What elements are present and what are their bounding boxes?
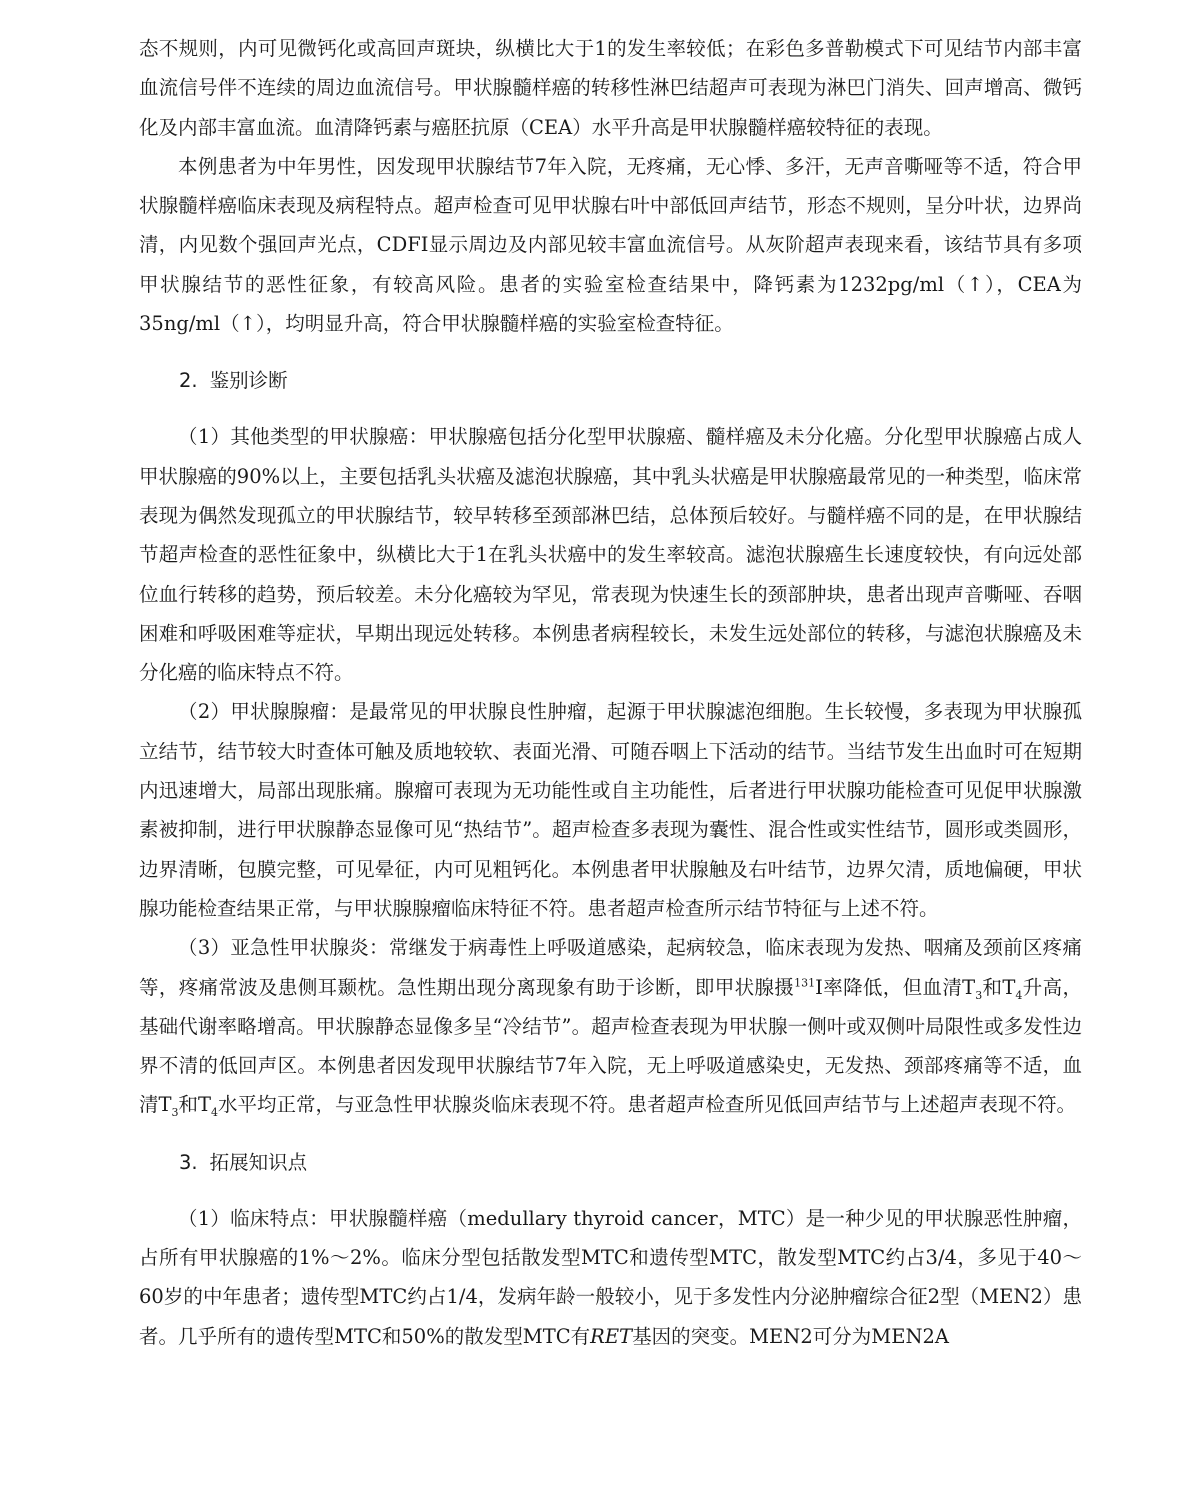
gene-name: RET <box>590 1324 633 1348</box>
text-run: 基因的突变。MEN2可分为MEN2A <box>632 1324 950 1348</box>
text-run: 水平均正常，与亚急性甲状腺炎临床表现不符。患者超声检查所见低回声结节与上述超声表现不符。 <box>218 1093 1077 1117</box>
subscript-4: 4 <box>1015 988 1023 1002</box>
paragraph-case-summary: 本例患者为中年男性，因发现甲状腺结节7年入院，无疼痛，无心悸、多汗，无声音嘶哑等不适，符合甲状腺髓样癌临床表现及病程特点。超声检查可见甲状腺右叶中部低回声结节，形态不规则，呈分叶状，边界尚清，内见数个强回声光点，CDFI显示周边及内部见较丰富血流信号。从灰阶超声表现来看，该结节具有多项甲状腺结节的恶性征象，有较高风险。患者的实验室检查结果中，降钙素为1232pg/ml（↑），CEA为35ng/ml（↑），均明显升高，符合甲状腺髓样癌的实验室检查特征。 <box>139 154 1082 336</box>
subscript-3: 3 <box>171 1106 179 1120</box>
section-heading-extended-knowledge <box>139 1143 1082 1182</box>
subscript-4: 4 <box>211 1106 219 1120</box>
paragraph-continuation: 态不规则，内可见微钙化或高回声斑块，纵横比大于1的发生率较低；在彩色多普勒模式下可见结节内部丰富血流信号伴不连续的周边血流信号。甲状腺髓样癌的转移性淋巴结超声可表现为淋巴门消失、回声增高、微钙化及内部丰富血流。血清降钙素与癌胚抗原（CEA）水平升高是甲状腺髓样癌较特征的表现。 <box>139 37 1082 139</box>
text-run: （3）亚急性甲状腺炎：常继发于病毒性上呼吸道感染，起病较急，临床表现为发热、咽痛及颈前区疼痛等，疼痛常波及患侧耳颞枕。急性期出现分离现象有助于诊断，即甲状腺摄 <box>139 936 1082 999</box>
paragraph-thyroid-adenoma: （2）甲状腺腺瘤：是最常见的甲状腺良性肿瘤，起源于甲状腺滤泡细胞。生长较慢，多表现为甲状腺孤立结节，结节较大时查体可触及质地较软、表面光滑、可随吞咽上下活动的结节。当结节发生出血时可在短期内迅速增大，局部出现胀痛。腺瘤可表现为无功能性或自主功能性，后者进行甲状腺功能检查可见促甲状腺激素被抑制，进行甲状腺静态显像可见“热结节”。超声检查多表现为囊性、混合性或实性结节，圆形或类圆形，边界清晰，包膜完整，可见晕征，内可见粗钙化。本例患者甲状腺触及右叶结节，边界欠清，质地偏硬，甲状腺功能检查结果正常，与甲状腺腺瘤临床特征不符。患者超声检查所示结节特征与上述不符。 <box>139 700 1082 920</box>
section-title: 鉴别诊断 <box>209 369 288 393</box>
text-run: 和T <box>982 975 1016 999</box>
paragraph-subacute-thyroiditis <box>139 928 1082 1124</box>
subscript-3: 3 <box>975 988 983 1002</box>
section-number: 3. <box>179 1150 198 1174</box>
text-run: 和T <box>178 1093 212 1117</box>
superscript-131: 131 <box>794 976 816 990</box>
text-run: （1）临床特点：甲状腺髓样癌（medullary thyroid cancer，MTC）是一种少见的甲状腺恶性肿瘤，占所有甲状腺癌的1%～2%。临床分型包括散发型MTC和遗传型MTC，散发型MTC约占3/4，多见于40～60岁的中年患者；遗传型MTC约占1/4，发病年龄一般较小，见于多发性内分泌肿瘤综合征2型（MEN2）患者。几乎所有的遗传型MTC和50%的散发型MTC有 <box>139 1206 1082 1348</box>
section-heading-differential-diagnosis <box>139 361 1082 400</box>
paragraph-other-thyroid-cancer: （1）其他类型的甲状腺癌：甲状腺癌包括分化型甲状腺癌、髓样癌及未分化癌。分化型甲状腺癌占成人甲状腺癌的90%以上，主要包括乳头状癌及滤泡状腺癌，其中乳头状癌是甲状腺癌最常见的一种类型，临床常表现为偶然发现孤立的甲状腺结节，较早转移至颈部淋巴结，总体预后较好。与髓样癌不同的是，在甲状腺结节超声检查的恶性征象中，纵横比大于1在乳头状癌中的发生率较高。滤泡状腺癌生长速度较快，有向远处部位血行转移的趋势，预后较差。未分化癌较为罕见，常表现为快速生长的颈部肿块，患者出现声音嘶哑、吞咽困难和呼吸困难等症状，早期出现远处转移。本例患者病程较长，未发生远处部位的转移，与滤泡状腺癌及未分化癌的临床特点不符。 <box>139 425 1082 685</box>
section-number: 2. <box>179 369 198 393</box>
paragraph-clinical-features <box>139 1199 1082 1356</box>
section-title: 拓展知识点 <box>209 1150 308 1174</box>
text-run: I率降低，但血清T <box>815 975 976 999</box>
text-run: 升高，基础代谢率略增高。甲状腺静态显像多呈“冷结节”。超声检查表现为甲状腺一侧叶或双侧叶局限性或多发性边界不清的低回声区。本例患者因发现甲状腺结节7年入院，无上呼吸道感染史，无发热、颈部疼痛等不适，血清T <box>139 975 1082 1117</box>
